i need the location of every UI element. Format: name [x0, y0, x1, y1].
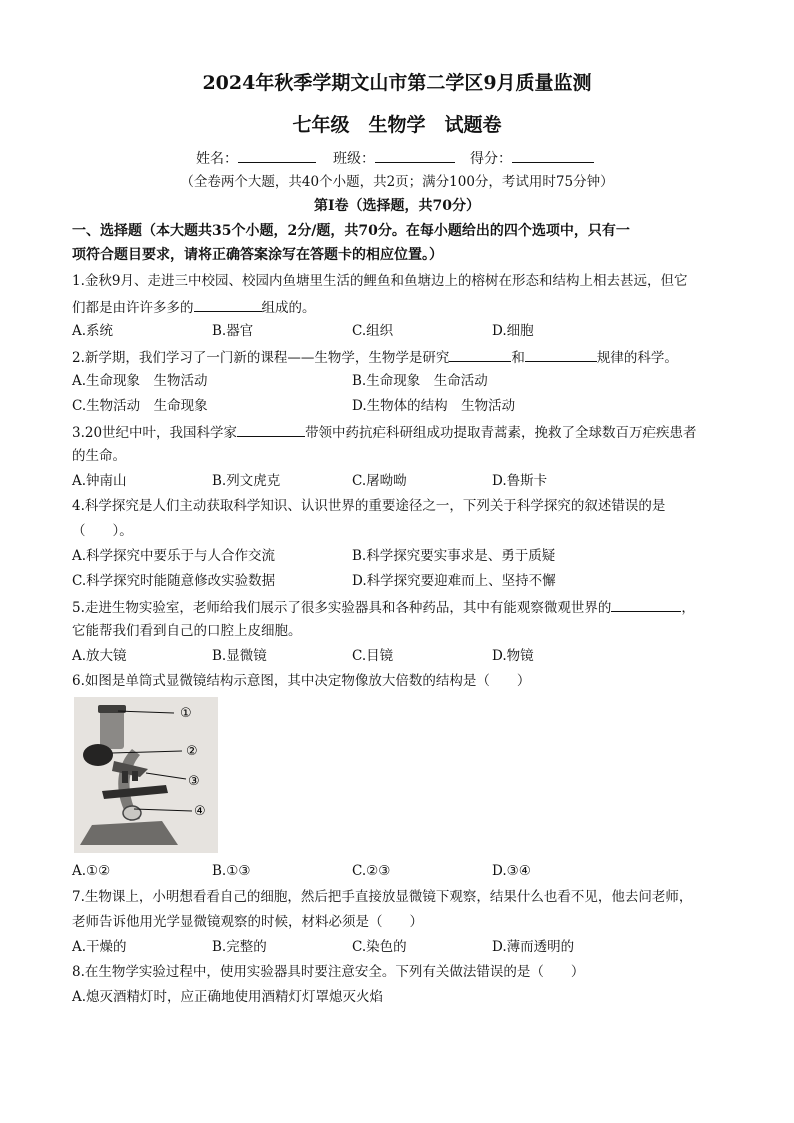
exam-title: 2024年秋季学期文山市第二学区9月质量监测: [202, 72, 592, 94]
q6-option-b[interactable]: B.①③: [212, 863, 251, 879]
q2-option-d[interactable]: D.生物体的结构 生物活动: [352, 398, 516, 414]
q4-option-b[interactable]: B.科学探究要实事求是、勇于质疑: [352, 548, 556, 564]
figure-label-4: ④: [194, 804, 206, 819]
q3-option-d[interactable]: D.鲁斯卡: [492, 473, 548, 489]
class-blank[interactable]: [375, 148, 455, 163]
q3-option-c[interactable]: C.屠呦呦: [352, 473, 407, 489]
q7-option-d[interactable]: D.薄而透明的: [492, 939, 575, 955]
figure-label-1: ①: [180, 706, 192, 721]
score-field[interactable]: [470, 148, 594, 168]
q4-option-a[interactable]: A.科学探究中要乐于与人合作交流: [72, 548, 276, 564]
objective-lens: [122, 771, 128, 783]
q1-option-c[interactable]: C.组织: [352, 323, 394, 339]
q2-option-c[interactable]: C.生物活动 生命现象: [72, 398, 208, 414]
q1-option-a[interactable]: A.系统: [72, 323, 114, 339]
class-field[interactable]: [333, 148, 455, 168]
q8-stem: 8.在生物学实验过程中，使用实验器具时要注意安全。下列有关做法错误的是（ ）: [72, 964, 585, 980]
score-blank[interactable]: [512, 148, 594, 163]
name-blank[interactable]: [238, 148, 316, 163]
part-title: 第Ⅰ卷（选择题，共70分）: [313, 198, 481, 214]
q7-stem-line1: 7.生物课上，小明想看看自己的细胞，然后把手直接放显微镜下观察，结果什么也看不见，他去问老师，: [72, 889, 693, 905]
q3-answer-blank[interactable]: [237, 422, 305, 437]
q3-stem-line1: 3.20世纪中叶，我国科学家 带领中药抗疟科研组成功提取青蒿素，挽救了全球数百万疟疾患者: [72, 422, 727, 442]
q7-stem-line2: 老师告诉他用光学显微镜观察的时候，材料必须是（ ）: [72, 914, 423, 930]
q1-stem-line1: 1.金秋9月、走进三中校园、校园内鱼塘里生活的鲤鱼和鱼塘边上的榕树在形态和结构上相去甚远，但它: [72, 273, 688, 289]
q5-option-c[interactable]: C.目镜: [352, 648, 394, 664]
q2-answer-blank-2[interactable]: [525, 347, 597, 362]
exam-subtitle: 七年级 生物学 试题卷: [292, 114, 502, 136]
name-field[interactable]: [196, 148, 316, 168]
q6-option-c[interactable]: C.②③: [352, 863, 391, 879]
q5-stem-line1: 5.走进生物实验室，老师给我们展示了很多实验器具和各种药品，其中有能观察微观世界的 ，: [72, 597, 727, 617]
q8-option-a[interactable]: A.熄灭酒精灯时，应正确地使用酒精灯灯罩熄灭火焰: [72, 989, 384, 1005]
q2-answer-blank-1[interactable]: [449, 347, 511, 362]
q6-option-d[interactable]: D.③④: [492, 863, 531, 879]
q1-stem-line2: 们都是由许许多多的 组成的。: [72, 297, 727, 317]
exam-note: （全卷两个大题，共40个小题，共2页；满分100分，考试用时75分钟）: [180, 174, 614, 190]
q4-option-c[interactable]: C.科学探究时能随意修改实验数据: [72, 573, 276, 589]
q6-option-a[interactable]: A.①②: [72, 863, 111, 879]
q6-stem: 6.如图是单筒式显微镜结构示意图，其中决定物像放大倍数的结构是（ ）: [72, 673, 531, 689]
section-intro-line1: 一、选择题（本大题共35个小题，2分/题，共70分。在每小题给出的四个选项中，只有一: [72, 223, 630, 239]
q1-answer-blank[interactable]: [194, 297, 262, 312]
q4-stem-line2: （ ）。: [72, 523, 133, 539]
q4-option-d[interactable]: D.科学探究要迎难而上、坚持不懈: [352, 573, 556, 589]
name-label: 姓名：: [196, 151, 238, 167]
eyepiece: [98, 705, 126, 713]
q7-option-b[interactable]: B.完整的: [212, 939, 267, 955]
coarse-knob: [83, 744, 113, 766]
score-label: 得分：: [470, 151, 512, 167]
q3-option-a[interactable]: A.钟南山: [72, 473, 127, 489]
q7-option-c[interactable]: C.染色的: [352, 939, 407, 955]
q1-option-d[interactable]: D.细胞: [492, 323, 534, 339]
section-intro-line2: 项符合题目要求，请将正确答案涂写在答题卡的相应位置。）: [72, 247, 443, 263]
figure-label-3: ③: [188, 774, 200, 789]
q5-answer-blank[interactable]: [611, 597, 681, 612]
class-label: 班级：: [333, 151, 375, 167]
q2-stem: 2.新学期，我们学习了一门新的课程——生物学，生物学是研究 和 规律的科学。: [72, 347, 727, 367]
q3-stem-line2: 的生命。: [72, 448, 126, 464]
q1-option-b[interactable]: B.器官: [212, 323, 254, 339]
microscope-figure: [74, 697, 218, 853]
q5-option-a[interactable]: A.放大镜: [72, 648, 127, 664]
objective-lens: [132, 771, 138, 781]
microscope-mirror: [123, 806, 141, 820]
q5-stem-line2: 它能帮我们看到自己的口腔上皮细胞。: [72, 623, 302, 639]
q2-option-a[interactable]: A.生命现象 生物活动: [72, 373, 208, 389]
q4-stem-line1: 4.科学探究是人们主动获取科学知识、认识世界的重要途径之一，下列关于科学探究的叙述错误的是: [72, 498, 666, 514]
q5-option-d[interactable]: D.物镜: [492, 648, 534, 664]
figure-label-2: ②: [186, 744, 198, 759]
q7-option-a[interactable]: A.干燥的: [72, 939, 127, 955]
microscope-tube: [100, 709, 124, 749]
q5-option-b[interactable]: B.显微镜: [212, 648, 267, 664]
q3-option-b[interactable]: B.列文虎克: [212, 473, 281, 489]
q2-option-b[interactable]: B.生命现象 生命活动: [352, 373, 488, 389]
